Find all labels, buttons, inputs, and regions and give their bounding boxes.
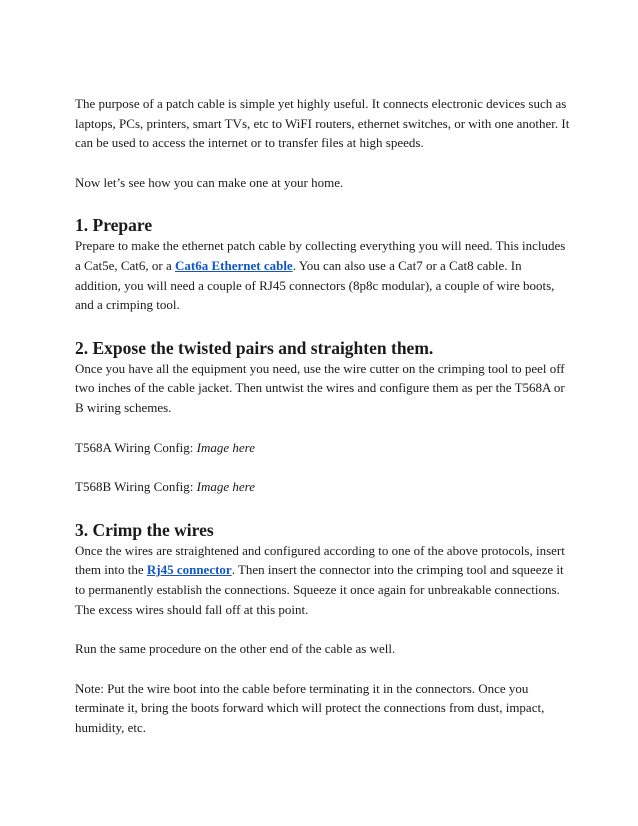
- step-3-heading: 3. Crimp the wires: [75, 519, 214, 540]
- step-1-paragraph: [75, 236, 570, 314]
- t568b-config-line: [75, 477, 570, 497]
- step-3-paragraph: [75, 541, 570, 619]
- step-1-text-after: . You can also use a Cat7 or a Cat8 cable. In addition, you will need a couple of RJ45 connectors (8p8c modular), a couple of wire boots, and a crimping tool.: [75, 257, 555, 313]
- t568b-image-placeholder: Image here: [196, 479, 256, 495]
- step-3-note-paragraph: Note: Put the wire boot into the cable before terminating it in the connectors. Once you terminate it, bring the boots forward which will protect the connections from dust, impact, humidity, etc.: [75, 680, 545, 735]
- intro-paragraph: The purpose of a patch cable is simple yet highly useful. It connects electronic devices such as laptops, PCs, printers, smart TVs, etc to WiFI routers, ethernet switches, or with one another. It can be used to access the internet or to transfer files at high speeds.: [75, 96, 570, 151]
- t568a-image-placeholder: Image here: [196, 439, 256, 455]
- t568b-config-label: T568B Wiring Config:: [75, 479, 197, 495]
- step-1-heading: 1. Prepare: [75, 215, 153, 236]
- document-page: [75, 94, 570, 737]
- cat6a-ethernet-cable-link[interactable]: Cat6a Ethernet cable: [175, 257, 293, 273]
- t568a-config-line: [75, 438, 570, 458]
- step-2-paragraph: Once you have all the equipment you need, use the wire cutter on the crimping tool to peel off two inches of the cable jacket. Then untwist the wires and configure them as per the T568A or B wiring schemes.: [75, 360, 565, 415]
- step-2-heading: 2. Expose the twisted pairs and straighten them.: [75, 337, 434, 358]
- intro-transition: Now let’s see how you can make one at your home.: [75, 174, 344, 190]
- step-1-text-before: Prepare to make the ethernet patch cable by collecting everything you will need. This includes a Cat5e, Cat6, or a: [75, 238, 566, 273]
- step-3-text-before: Once the wires are straightened and configured according to one of the above protocols, insert them into the: [75, 542, 565, 578]
- rj45-connector-link[interactable]: Rj45 connector: [146, 562, 232, 578]
- step-3-text-after: . Then insert the connector into the crimping tool and squeeze it to permanently establish the connections. Squeeze it once again for unbreakable connections. The excess wires should fall off at this point.: [75, 562, 564, 617]
- step-3-repeat-paragraph: Run the same procedure on the other end of the cable as well.: [75, 641, 396, 657]
- t568a-config-label: T568A Wiring Config:: [75, 439, 197, 455]
